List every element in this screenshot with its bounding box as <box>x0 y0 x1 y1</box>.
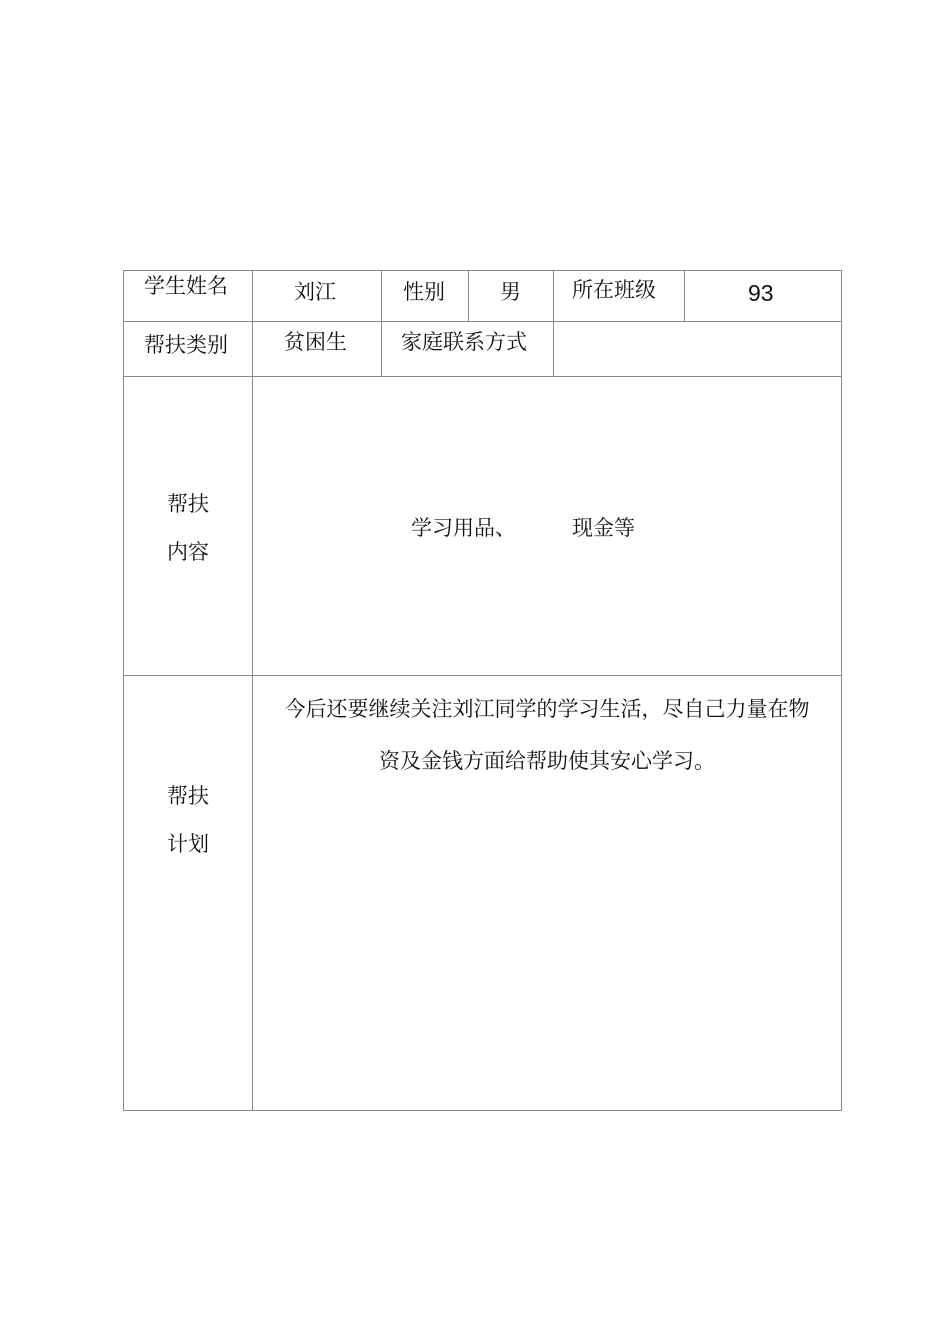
assistance-plan-line2: 资及金钱方面给帮助使其安心学习。 <box>379 749 715 773</box>
family-contact-label: 家庭联系方式 <box>401 330 527 354</box>
gender-label: 性别 <box>403 280 445 304</box>
col-divider-class-label <box>684 271 685 321</box>
student-name-label: 学生姓名 <box>144 274 228 298</box>
assistance-plan-label <box>124 772 252 868</box>
class-label: 所在班级 <box>572 278 656 302</box>
student-name-value: 刘江 <box>294 280 336 304</box>
col-divider-gender-value <box>553 271 554 376</box>
assistance-plan-text <box>252 683 842 787</box>
gender-value: 男 <box>500 280 521 304</box>
assistance-type-value: 贫困生 <box>284 330 347 354</box>
assistance-content-label <box>124 480 252 576</box>
row-divider-1 <box>124 321 842 322</box>
class-value: 93 <box>748 280 774 306</box>
assistance-content-label-line1: 帮扶 <box>167 492 209 516</box>
assistance-type-label: 帮扶类别 <box>144 333 228 357</box>
col-divider-name <box>381 271 382 376</box>
assistance-plan-label-line1: 帮扶 <box>167 784 209 808</box>
assistance-form-table <box>123 270 842 1111</box>
col-divider-gender-label <box>468 271 469 321</box>
assistance-plan-line1: 今后还要继续关注刘江同学的学习生活，尽自己力量在物 <box>284 697 810 721</box>
row-divider-2 <box>124 376 842 377</box>
assistance-content-label-line2: 内容 <box>167 540 209 564</box>
assistance-plan-label-line2: 计划 <box>167 832 209 856</box>
row-divider-3 <box>124 675 842 676</box>
assistance-content-part1: 学习用品、 <box>411 516 516 540</box>
assistance-content-part2: 现金等 <box>572 516 635 540</box>
